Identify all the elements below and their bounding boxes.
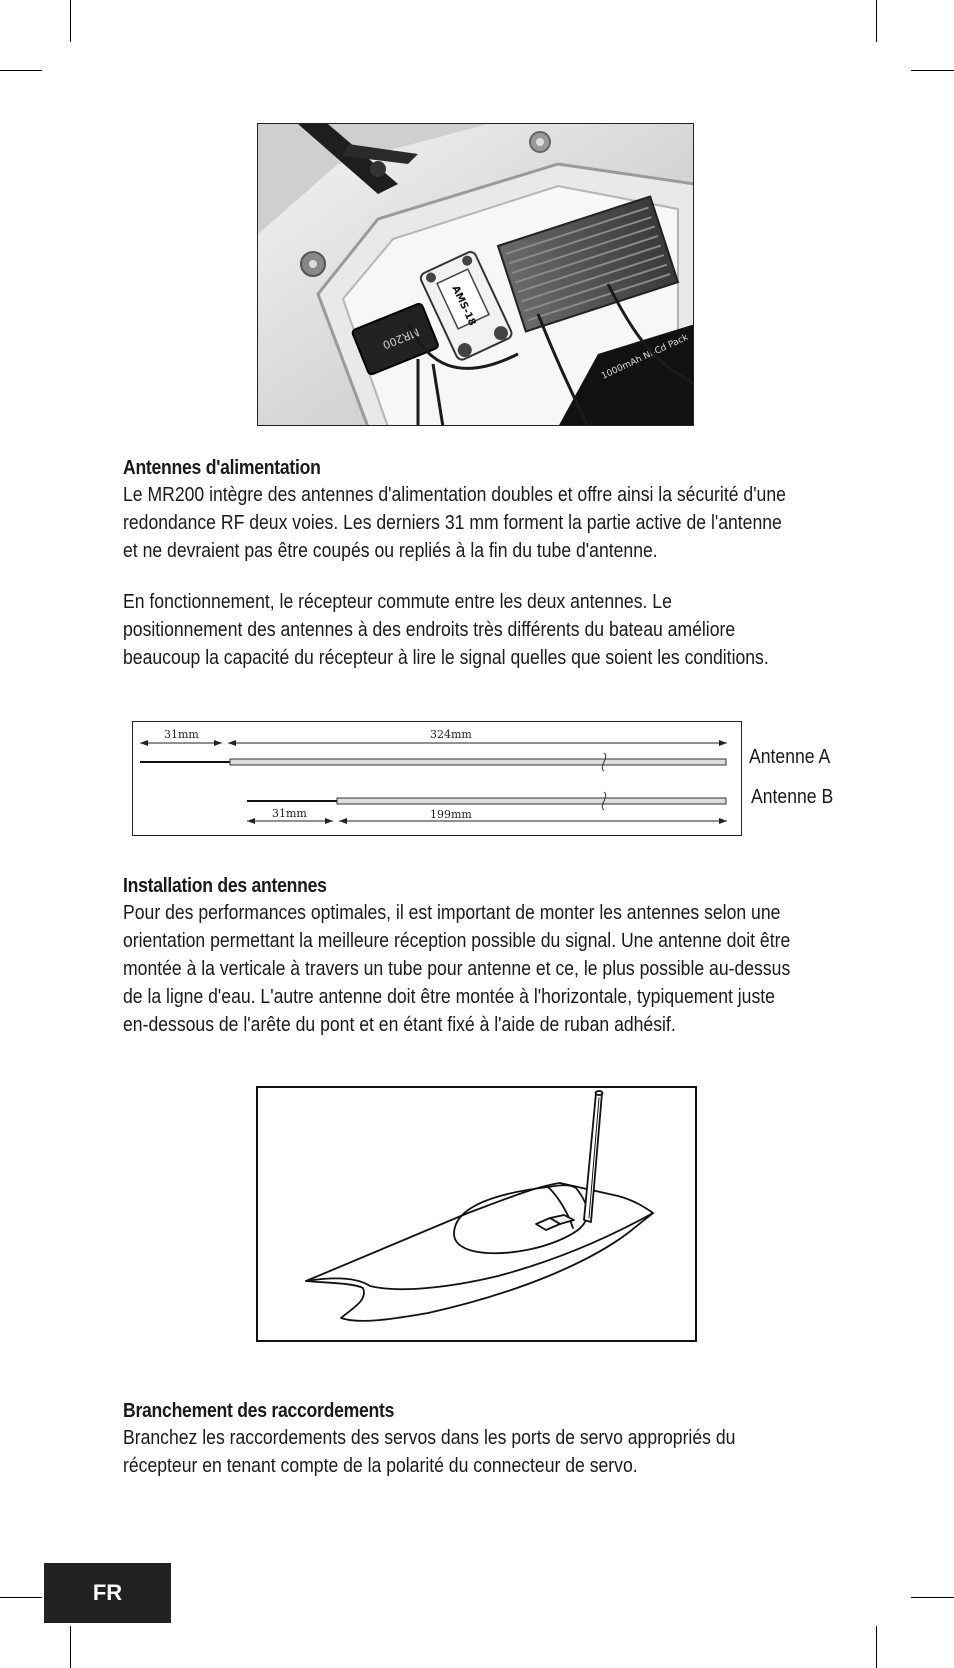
paragraph-antenna-install: Pour des performances optimales, il est important de monter les antennes selon une orientation permettant la meilleure réception possible du signal. Une antenne doit être montée à la verticale à travers un tube pour antenne et ce, le plus possible au-dessus de la ligne d'eau. L'autre antenne doit être montée à l'horizontale, typiquement juste en-dessous de l'arête du pont et en étant fixé à l'aide de ruban adhésif.	[123, 902, 791, 1036]
crop-mark	[911, 1597, 954, 1598]
crop-mark	[70, 1626, 71, 1668]
antenna-length-diagram	[132, 721, 742, 836]
antenna-b-active-length: 31mm	[272, 807, 307, 820]
antenna-b-total-length: 199mm	[430, 808, 472, 821]
section-title-power-antennas: Antennes d'alimentation	[123, 457, 321, 479]
paragraph-connections: Branchez les raccordements des servos dans les ports de servo appropriés du récepteur en tenant compte de la polarité du connecteur de servo.	[123, 1427, 736, 1477]
servo-label: AMS-18	[449, 284, 478, 328]
receiver-installation-photo	[257, 123, 694, 426]
language-tab	[44, 1563, 171, 1623]
language-tab-label: FR	[92, 1580, 123, 1605]
section-title-connections: Branchement des raccordements	[123, 1400, 395, 1422]
antenna-a-total-length: 324mm	[430, 728, 472, 741]
crop-mark	[876, 0, 877, 42]
crop-mark	[0, 1597, 42, 1598]
boat-antenna-illustration	[256, 1086, 697, 1342]
crop-mark	[0, 70, 42, 71]
antenna-b-label: Antenne B	[751, 786, 834, 808]
paragraph-power-antennas-1: Le MR200 intègre des antennes d'alimentation doubles et offre ainsi la sécurité d'une redondance RF deux voies. Les derniers 31 mm forment la partie active de l'antenne et ne devraient pas être coupés ou repliés à la fin du tube d'antenne.	[123, 484, 786, 562]
paragraph-power-antennas-2: En fonctionnement, le récepteur commute entre les deux antennes. Le positionnement des antennes à des endroits très différents du bateau améliore beaucoup la capacité du récepteur à lire le signal quelles que soient les conditions.	[123, 591, 769, 669]
antenna-a-active-length: 31mm	[164, 728, 199, 741]
crop-mark	[70, 0, 71, 42]
crop-mark	[911, 70, 954, 71]
section-title-antenna-install: Installation des antennes	[123, 875, 327, 897]
receiver-label: MR200	[380, 325, 422, 352]
antenna-a-label: Antenne A	[749, 746, 831, 768]
battery-label: 1000mAh Ni-Cd Pack	[600, 332, 690, 382]
crop-mark	[876, 1626, 877, 1668]
